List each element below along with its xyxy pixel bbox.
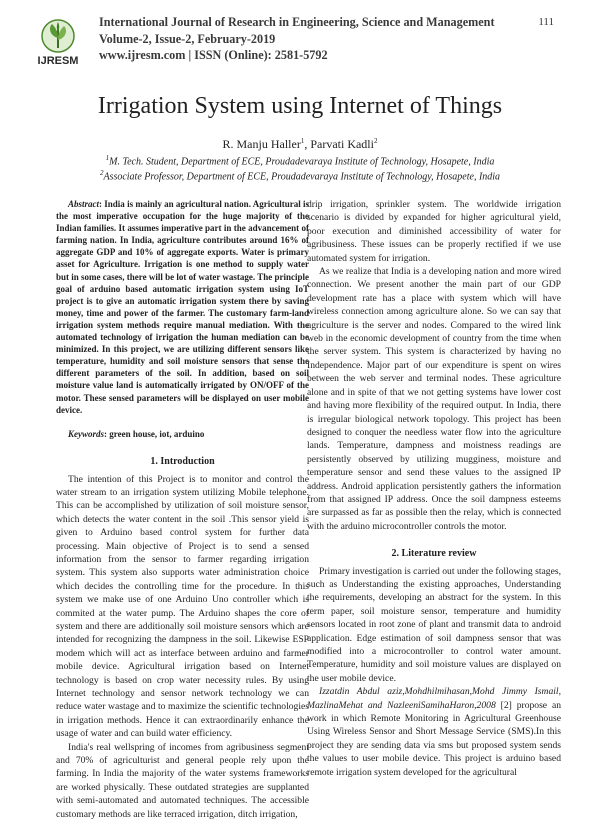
- journal-info: [99, 14, 495, 64]
- journal-volume: Volume-2, Issue-2, February-2019: [99, 31, 276, 46]
- affiliation: [0, 154, 600, 167]
- leaf-logo-icon: [40, 18, 76, 54]
- author-list: [0, 137, 600, 152]
- paragraph-text: [2] propose an work in which Remote Monitoring in Agricultural Greenhouse Using Wireless Sensor and Short Message Service (SMS).In this project they are sending data via sms but proposed system sends the values to user mobile device. This project is arduino based remote irrigation system developed for the agricultural: [307, 699, 562, 778]
- abstract-label: Abstract: [68, 199, 100, 209]
- cited-authors: Izzatdin Abdul aziz,Mohdhilmihasan,Mohd Jimmy Ismail, MazlinaMehat and NazleeniSamihaHaron,2008: [307, 686, 561, 711]
- author-separator: ,: [304, 137, 311, 151]
- affiliation-text: M. Tech. Student, Department of ECE, Proudadevaraya Institute of Technology, Hosapete, India: [109, 156, 495, 168]
- paragraph: Primary investigation is carried out under the following stages, such as Understanding the existing approaches, Understanding the requirements, developing an abstract for the system. In this term paper, soil moisture sensor, temperature and humidity sensors located in root zone of plant and transmit data to android application. Edge estimation of soil dampness sensor that was modified into a microcontroller to control water amount. Temperature, humidity and soil moisture values are displayed on the user mobile device.: [307, 565, 561, 684]
- affiliation: [0, 169, 600, 182]
- paragraph: India's real wellspring of incomes from agribusiness segment and 70% of agriculturist and general people rely upon the farming. In India the majority of the water systems frameworks are worked physically. These outdated strategies are supplanted with semi-automated and automated techniques. The accessible customary methods are like terraced irrigation, ditch irrigation,: [56, 741, 309, 820]
- affiliation-mark: 2: [99, 169, 104, 177]
- right-column: [307, 198, 561, 779]
- journal-website: www.ijresm.com | ISSN (Online): 2581-5792: [99, 48, 328, 62]
- author-name: Parvati Kadli: [310, 137, 374, 151]
- affiliation-mark: 1: [105, 154, 110, 162]
- abstract: [56, 198, 309, 416]
- logo-text: IJRESM: [37, 55, 79, 67]
- author-affiliation-mark: 1: [300, 137, 305, 145]
- author-affiliation-mark: 2: [373, 137, 378, 145]
- journal-logo: [24, 18, 92, 68]
- paragraph: [307, 685, 561, 779]
- paragraph: The intention of this Project is to monitor and control the water stream to an irrigation system utilizing Mobile telephone. This can be accomplished by utilization of soil moisture sensor, which detects the water content in the soil .This sensor yield is given to Arduino based control system for further data processing. Main objective of Project is to send a sensed information from the sensor to farmer regarding irrigation system. This system also supports water administration choice which decides the controlling time for the procedure. In this system we make use of one Arduino Uno controller which is commited at the water pump. The Arduino shapes the core of system and there are additionally soil moisture sensors which are intended for recognizing the dampness in the soil. Likewise ESP modem which will act as interface between arduino and farmer mobile device. Agricultural irrigation based on Internet technology is based on crop water necessity rules. By using Internet technology and sensor network technology we can reduce water wastage and to maximize the scientific technologies in irrigation methods. Hence it can extraordinarily enhance the usage of water and can build water efficiency.: [56, 473, 309, 740]
- author-name: R. Manju Haller: [222, 137, 301, 151]
- journal-name: International Journal of Research in Engineering, Science and Management: [99, 15, 495, 29]
- paragraph: As we realize that India is a developing nation and more wired connection. We present another the main part of our GDP development rate has a place with system which will have wireless connection among agriculture alone. So we can say that agriculture is the server and nodes. Compared to the wired link web in the economic development of country from the time when the server system. This system is characterized by having no Independence. Major part of our expenditure is spent on wires between the web server and terminal nodes. These agriculture alone and in spite of that we not getting systems have lower cost and having more flexibility of the required output. In India, there is irregular biological network topology. This project has been designed to conquer the needless water flow into the agriculture lands. Temperature, dampness and moistness readings are persistently observed by utilizing mugginess, moisture and temperature sensor and send these values to the assigned IP address. Android application persistently gathers the information from that assigned IP address. Once the soil dampness esteems are surpassed as far as possible then the relay, which is connected with the arduino microcontroller controls the motor.: [307, 266, 561, 532]
- paragraph: drip irrigation, sprinkler system. The worldwide irrigation scenario is divided by expanded for higher agricultural yield, poor execution and diminished accessibility of water for agribusiness. These issues can be properly rectified if we use automated system for irrigation.: [307, 199, 561, 264]
- section-heading: 1. Introduction: [150, 456, 215, 468]
- paper-title: Irrigation System using Internet of Things: [97, 93, 503, 119]
- keywords-text: : green house, iot, arduino: [104, 428, 205, 439]
- section-heading: 2. Literature review: [391, 548, 477, 560]
- keywords: [56, 428, 309, 441]
- left-column: [56, 198, 309, 821]
- page-header: [24, 14, 576, 74]
- keywords-label: Keywords: [68, 428, 104, 439]
- affiliation-text: Associate Professor, Department of ECE, Proudadevaraya Institute of Technology, Hosapete, India: [103, 171, 501, 183]
- abstract-text: : India is mainly an agricultural nation. Agricultural is the most imperative occupation for the huge majority of the Indian families. It assumes imperative part in the advancement of farming nation. In India, agriculture contributes around 16% of aggregate GDP and 10% of aggregate exports. Water is primary asset for Agriculture. Irrigation is one method to supply water but in some cases, there will be lot of water wastage. The principle goal of arduino based automatic irrigation system using IoT project is to give an automatic irrigation system there by saving money, time and power of the farmer. The customary farm-land irrigation system methods require manual mediation. With the automated technology of irrigation the human mediation can be minimized. In this project, we are utilizing different sensors like temperature, humidity and soil moisture sensors that sense the different parameters of the soil. In addition, based on soil moisture value land is automatically irrigated by ON/OFF of the motor. These sensed parameters will be displayed on user mobile device.: [56, 199, 309, 415]
- page-number: 111: [538, 16, 554, 28]
